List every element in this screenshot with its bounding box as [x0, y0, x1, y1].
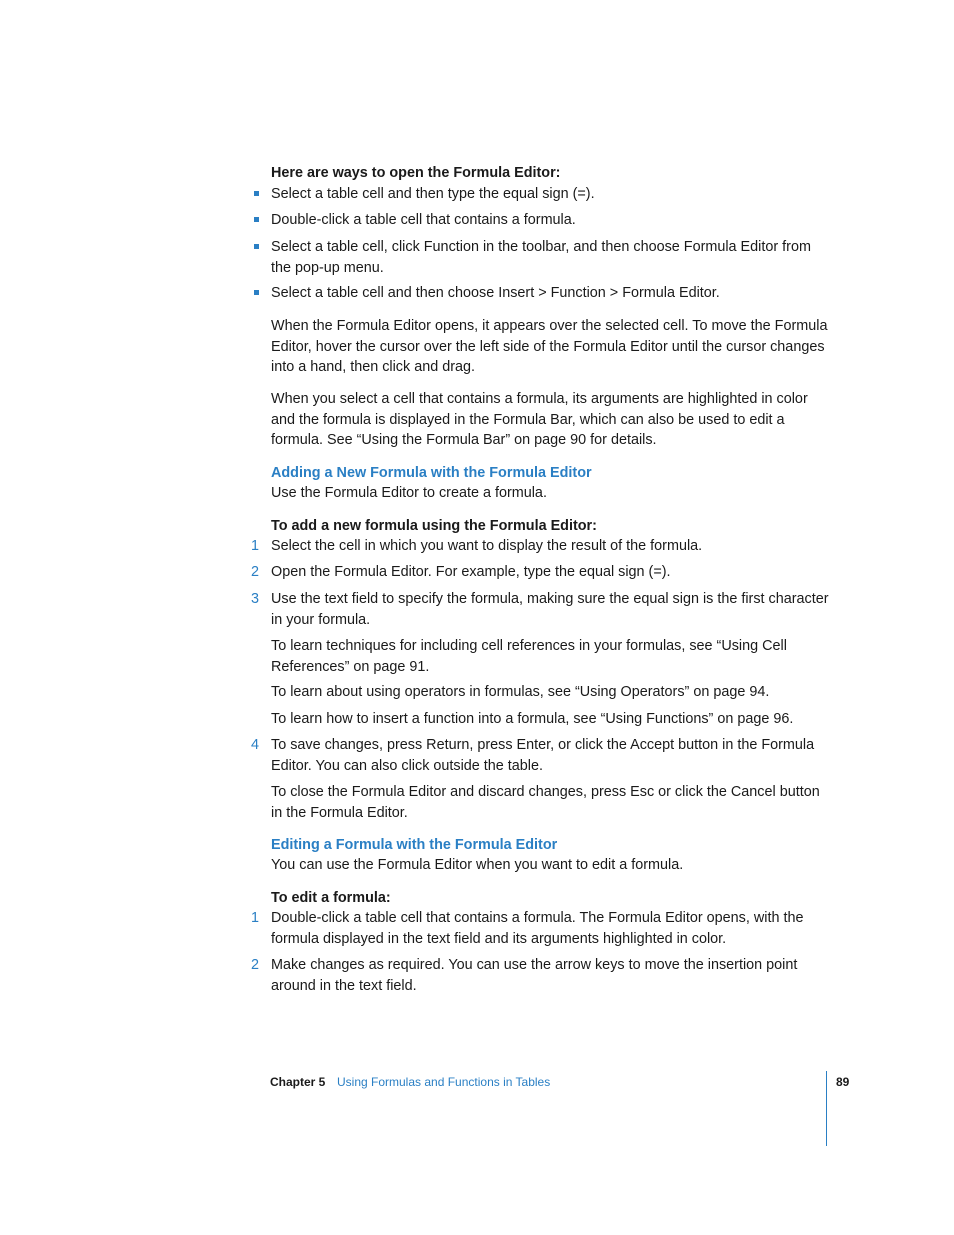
step-number: 2 [251, 957, 260, 973]
bullet-item [271, 210, 831, 231]
section-heading: Adding a New Formula with the Formula Editor [271, 465, 592, 481]
bullet-text: Select a table cell, click Function in the toolbar, and then choose Formula Editor from the pop-up menu. [271, 239, 811, 276]
task-heading: To edit a formula: [271, 890, 391, 906]
step-item [251, 735, 831, 776]
step-number: 1 [251, 538, 260, 554]
body-paragraph: When you select a cell that contains a formula, its arguments are highlighted in color and the formula is displayed in the Formula Bar, which can also be used to edit a formula. See “Using the Formula Bar” on page 90 for details. [271, 391, 808, 449]
step-item [251, 536, 831, 557]
step-text: Open the Formula Editor. For example, type the equal sign (=). [271, 564, 671, 580]
step-text: To save changes, press Return, press Enter, or click the Accept button in the Formula Editor. You can also click outside the table. [271, 737, 815, 774]
step-note: To learn about using operators in formulas, see “Using Operators” on page 94. [271, 684, 770, 700]
section-intro: You can use the Formula Editor when you want to edit a formula. [271, 857, 684, 873]
bullet-marker [254, 244, 259, 249]
footer-chapter-title: Using Formulas and Functions in Tables [337, 1075, 551, 1089]
step-number: 4 [251, 737, 260, 753]
body-paragraph: When the Formula Editor opens, it appears over the selected cell. To move the Formula Editor, hover the cursor over the left side of the Formula Editor until the cursor changes into a hand, then click and drag. [271, 318, 828, 376]
step-item [251, 589, 831, 630]
page-number: 89 [836, 1075, 850, 1089]
task-heading: To add a new formula using the Formula Editor: [271, 518, 597, 534]
step-text: Use the text field to specify the formula, making sure the equal sign is the first character in your formula. [271, 591, 829, 628]
bullet-marker [254, 191, 259, 196]
step-text: Double-click a table cell that contains a formula. The Formula Editor opens, with the formula displayed in the text field and its arguments highlighted in color. [271, 910, 804, 947]
footer-divider [826, 1071, 827, 1146]
footer-chapter-label: Chapter 5 [270, 1075, 326, 1089]
step-note: To close the Formula Editor and discard changes, press Esc or click the Cancel button in the Formula Editor. [271, 784, 820, 821]
bullet-marker [254, 217, 259, 222]
step-item [251, 908, 831, 949]
bullet-text: Double-click a table cell that contains a formula. [271, 212, 576, 228]
step-text: Make changes as required. You can use the arrow keys to move the insertion point around in the text field. [271, 957, 798, 994]
bullet-text: Select a table cell and then choose Insert > Function > Formula Editor. [271, 285, 720, 301]
section-intro: Use the Formula Editor to create a formula. [271, 485, 547, 501]
step-number: 1 [251, 910, 260, 926]
step-text: Select the cell in which you want to display the result of the formula. [271, 538, 703, 554]
section-heading: Editing a Formula with the Formula Editor [271, 837, 558, 853]
step-item [251, 955, 831, 996]
step-note: To learn techniques for including cell references in your formulas, see “Using Cell References” on page 91. [271, 638, 787, 675]
bullet-marker [254, 290, 259, 295]
bullet-item [271, 237, 831, 278]
bullet-text: Select a table cell and then type the equal sign (=). [271, 186, 595, 202]
step-note: To learn how to insert a function into a formula, see “Using Functions” on page 96. [271, 711, 794, 727]
step-item [251, 562, 831, 583]
step-number: 3 [251, 591, 260, 607]
bullet-item [271, 184, 831, 205]
intro-heading: Here are ways to open the Formula Editor: [271, 165, 561, 181]
bullet-item [271, 283, 831, 304]
step-number: 2 [251, 564, 260, 580]
